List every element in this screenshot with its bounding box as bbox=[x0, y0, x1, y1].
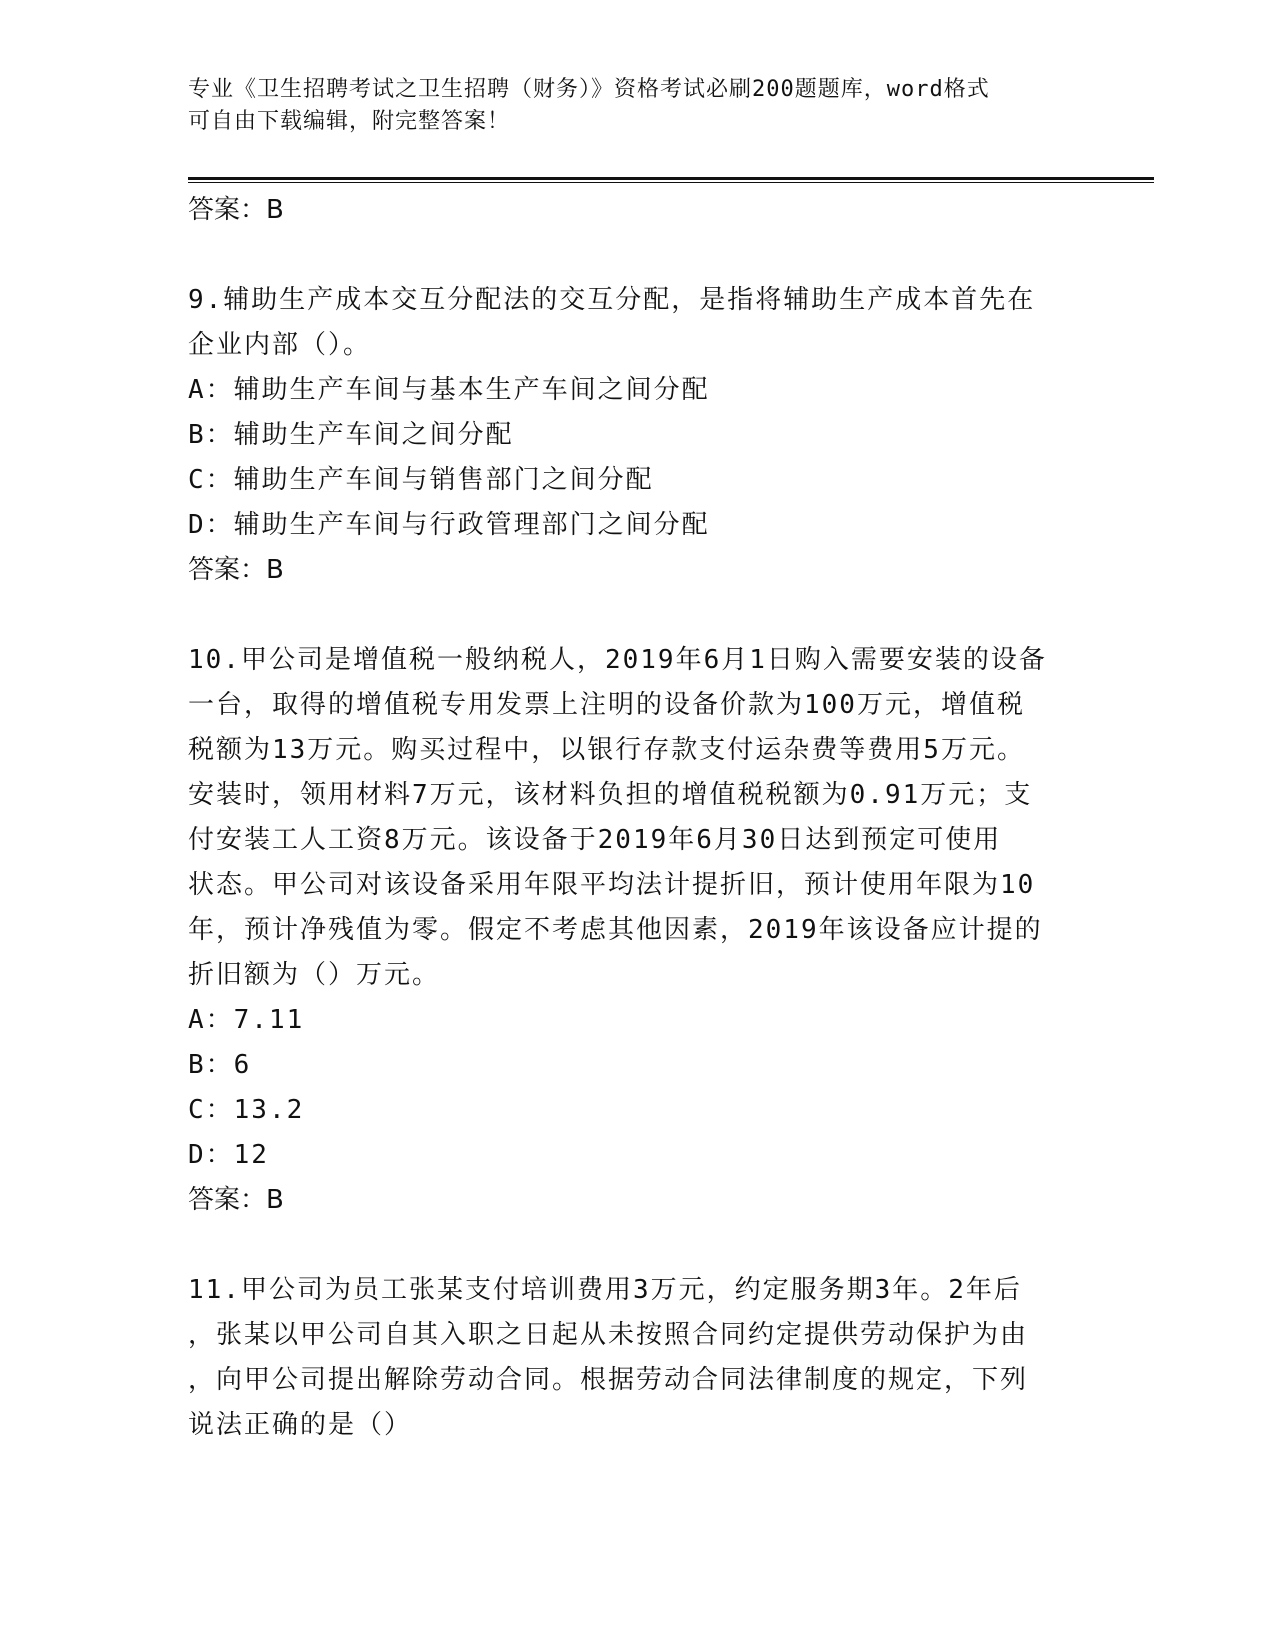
question-text-line: 税额为13万元。购买过程中，以银行存款支付运杂费等费用5万元。 bbox=[188, 735, 1025, 765]
option-c: C：辅助生产车间与销售部门之间分配 bbox=[188, 465, 654, 495]
header-line-2: 可自由下载编辑，附完整答案！ bbox=[188, 109, 511, 134]
question-text-line: 折旧额为（）万元。 bbox=[188, 960, 441, 990]
option-d: D：12 bbox=[188, 1140, 269, 1170]
question-text-line: 说法正确的是（） bbox=[188, 1410, 413, 1440]
header-line-1: 专业《卫生招聘考试之卫生招聘（财务）》资格考试必刷200题题库，word格式 bbox=[188, 77, 990, 102]
question-text-line: 11.甲公司为员工张某支付培训费用3万元，约定服务期3年。2年后 bbox=[188, 1275, 1022, 1305]
question-text-line: 一台，取得的增值税专用发票上注明的设备价款为100万元，增值税 bbox=[188, 690, 1025, 720]
question-text-line: 企业内部（）。 bbox=[188, 330, 372, 360]
header-rule-thin bbox=[188, 182, 1154, 183]
option-a: A：7.11 bbox=[188, 1005, 305, 1035]
question-block-9 bbox=[188, 278, 1088, 593]
question-text-line: ，向甲公司提出解除劳动合同。根据劳动合同法律制度的规定，下列 bbox=[188, 1365, 1029, 1395]
question-text-line: 安装时，领用材料7万元，该材料负担的增值税税额为0.91万元；支 bbox=[188, 780, 1033, 810]
option-d: D：辅助生产车间与行政管理部门之间分配 bbox=[188, 510, 710, 540]
question-text-line: 年，预计净残值为零。假定不考虑其他因素，2019年该设备应计提的 bbox=[188, 915, 1043, 945]
document-header bbox=[188, 74, 1068, 138]
question-text-line: ，张某以甲公司自其入职之日起从未按照合同约定提供劳动保护为由 bbox=[188, 1320, 1029, 1350]
question-block-11 bbox=[188, 1268, 1088, 1448]
spacer bbox=[188, 593, 1088, 638]
document-body bbox=[188, 188, 1088, 1448]
question-text-line: 状态。甲公司对该设备采用年限平均法计提折旧，预计使用年限为10 bbox=[188, 870, 1036, 900]
question-block-10 bbox=[188, 638, 1088, 1223]
answer-line: 答案：B bbox=[188, 195, 284, 225]
spacer bbox=[188, 1223, 1088, 1268]
answer-line: 答案：B bbox=[188, 555, 284, 585]
option-a: A：辅助生产车间与基本生产车间之间分配 bbox=[188, 375, 710, 405]
spacer bbox=[188, 233, 1088, 278]
answer-line: 答案：B bbox=[188, 1185, 284, 1215]
option-c: C：13.2 bbox=[188, 1095, 305, 1125]
question-text-line: 10.甲公司是增值税一般纳税人，2019年6月1日购入需要安装的设备 bbox=[188, 645, 1047, 675]
header-rule-thick bbox=[188, 177, 1154, 180]
option-b: B：辅助生产车间之间分配 bbox=[188, 420, 514, 450]
option-b: B：6 bbox=[188, 1050, 252, 1080]
question-text-line: 9.辅助生产成本交互分配法的交互分配，是指将辅助生产成本首先在 bbox=[188, 285, 1036, 315]
question-text-line: 付安装工人工资8万元。该设备于2019年6月30日达到预定可使用 bbox=[188, 825, 1002, 855]
